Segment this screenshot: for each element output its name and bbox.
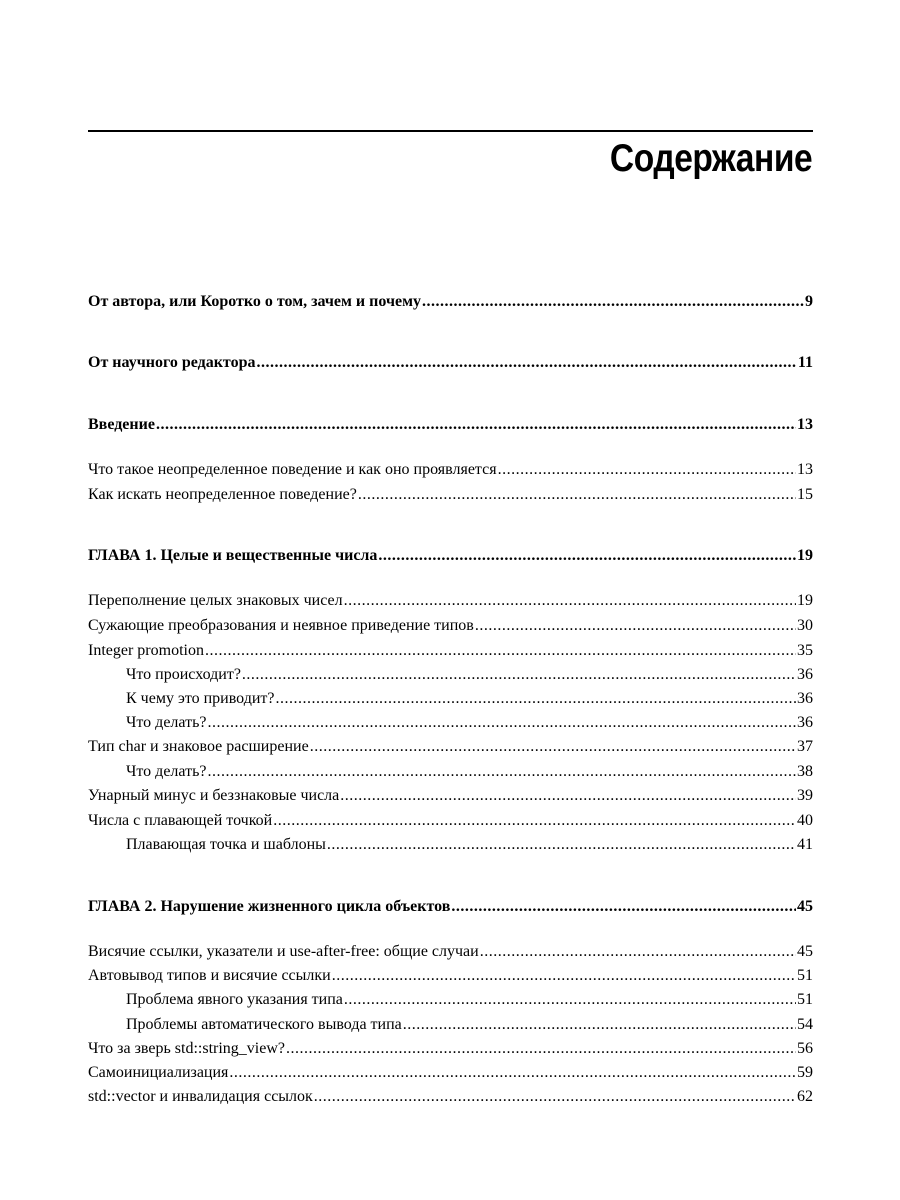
toc-leader-dots bbox=[344, 991, 796, 1009]
toc-leader-dots bbox=[156, 416, 796, 434]
toc-entry bbox=[88, 1088, 813, 1112]
heading-rule bbox=[88, 130, 813, 132]
toc-entry-page: 62 bbox=[797, 1088, 813, 1105]
toc-entry-title: Плавающая точка и шаблоны bbox=[126, 836, 326, 853]
toc-leader-dots bbox=[242, 666, 796, 684]
toc-leader-dots bbox=[256, 354, 796, 372]
toc-entry-page: 30 bbox=[797, 617, 813, 634]
toc-leader-dots bbox=[207, 763, 796, 781]
toc-entry bbox=[88, 1016, 813, 1040]
toc-entry-title: Что за зверь std::string_view? bbox=[88, 1040, 285, 1057]
toc-entry-page: 56 bbox=[797, 1040, 813, 1057]
toc-entry-title: std::vector и инвалидация ссылок bbox=[88, 1088, 313, 1105]
toc-leader-dots bbox=[340, 787, 796, 805]
toc-entry-page: 13 bbox=[797, 416, 813, 433]
toc-leader-dots bbox=[205, 642, 796, 660]
toc-leader-dots bbox=[403, 1016, 796, 1034]
toc-entry-title: Что такое неопределенное поведение и как оно проявляется bbox=[88, 461, 497, 478]
toc-entry bbox=[88, 690, 813, 714]
toc-entry bbox=[88, 293, 813, 317]
toc-entry bbox=[88, 943, 813, 967]
toc-entry-title: Тип char и знаковое расширение bbox=[88, 738, 309, 755]
toc-entry-page: 35 bbox=[797, 642, 813, 659]
toc-entry bbox=[88, 836, 813, 860]
toc-entry-title: Проблема явного указания типа bbox=[126, 991, 343, 1008]
toc-entry bbox=[88, 617, 813, 641]
toc-entry bbox=[88, 416, 813, 440]
toc-entry-title: Как искать неопределенное поведение? bbox=[88, 486, 357, 503]
toc-entry-page: 38 bbox=[797, 763, 813, 780]
toc-entry-page: 40 bbox=[797, 812, 813, 829]
page-title: Содержание bbox=[609, 137, 812, 180]
toc-entry bbox=[88, 898, 813, 922]
toc-entry-page: 45 bbox=[797, 898, 813, 915]
toc-entry bbox=[88, 547, 813, 571]
toc-leader-dots bbox=[273, 812, 796, 830]
toc-entry bbox=[88, 714, 813, 738]
toc-entry-page: 11 bbox=[797, 354, 813, 371]
toc-entry-page: 15 bbox=[797, 486, 813, 503]
toc-leader-dots bbox=[310, 738, 796, 756]
toc-entry bbox=[88, 738, 813, 762]
toc-entry-title: ГЛАВА 1. Целые и вещественные числа bbox=[88, 547, 378, 564]
toc-leader-dots bbox=[286, 1040, 796, 1058]
toc-leader-dots bbox=[422, 293, 804, 311]
toc-leader-dots bbox=[358, 486, 796, 504]
toc-entry bbox=[88, 991, 813, 1015]
toc-entry-page: 54 bbox=[797, 1016, 813, 1033]
toc-leader-dots bbox=[276, 690, 797, 708]
toc-entry-title: Проблемы автоматического вывода типа bbox=[126, 1016, 402, 1033]
toc-entry bbox=[88, 812, 813, 836]
toc-entry-title: Висячие ссылки, указатели и use-after-free: общие случаи bbox=[88, 943, 479, 960]
toc-entry bbox=[88, 1040, 813, 1064]
toc-entry bbox=[88, 642, 813, 666]
toc-entry-title: Что делать? bbox=[126, 714, 207, 731]
toc-entry-page: 51 bbox=[797, 967, 813, 984]
toc-entry-title: Унарный минус и беззнаковые числа bbox=[88, 787, 340, 804]
toc-entry bbox=[88, 763, 813, 787]
toc-entry-title: Самоинициализация bbox=[88, 1064, 229, 1081]
toc-leader-dots bbox=[378, 547, 796, 565]
toc-entry bbox=[88, 666, 813, 690]
toc-entry-page: 37 bbox=[797, 738, 813, 755]
toc-entry-page: 19 bbox=[797, 547, 813, 564]
toc-entry-title: Что делать? bbox=[126, 763, 207, 780]
toc-entry-page: 51 bbox=[797, 991, 813, 1008]
toc-leader-dots bbox=[207, 714, 796, 732]
toc-entry-title: От автора, или Коротко о том, зачем и почему bbox=[88, 293, 421, 310]
toc-entry-title: Сужающие преобразования и неявное приведение типов bbox=[88, 617, 474, 634]
toc-entry-page: 39 bbox=[797, 787, 813, 804]
toc-leader-dots bbox=[229, 1064, 796, 1082]
toc-entry-page: 19 bbox=[797, 592, 813, 609]
toc-leader-dots bbox=[327, 836, 796, 854]
toc-entry-title: Что происходит? bbox=[126, 666, 241, 683]
toc-entry-title: ГЛАВА 2. Нарушение жизненного цикла объектов bbox=[88, 898, 451, 915]
toc-entry-title: Числа с плавающей точкой bbox=[88, 812, 273, 829]
toc-entry-page: 36 bbox=[797, 690, 813, 707]
toc-entry bbox=[88, 787, 813, 811]
toc-entry-title: Автовывод типов и висячие ссылки bbox=[88, 967, 331, 984]
toc-entry bbox=[88, 592, 813, 616]
toc-leader-dots bbox=[498, 461, 796, 479]
toc-entry-title: Переполнение целых знаковых чисел bbox=[88, 592, 343, 609]
toc-entry-page: 9 bbox=[805, 293, 813, 310]
toc-entry-page: 36 bbox=[797, 666, 813, 683]
toc-entry-page: 41 bbox=[797, 836, 813, 853]
toc-entry bbox=[88, 354, 813, 378]
toc-leader-dots bbox=[475, 617, 796, 635]
toc-entry bbox=[88, 461, 813, 485]
toc-entry-page: 59 bbox=[797, 1064, 813, 1081]
toc-entry-title: Введение bbox=[88, 416, 155, 433]
toc-leader-dots bbox=[332, 967, 796, 985]
toc-entry-page: 45 bbox=[797, 943, 813, 960]
toc-leader-dots bbox=[344, 592, 796, 610]
toc-entry-page: 36 bbox=[797, 714, 813, 731]
toc-leader-dots bbox=[480, 943, 796, 961]
toc-entry-title: От научного редактора bbox=[88, 354, 256, 371]
toc-entry bbox=[88, 967, 813, 991]
toc-entry bbox=[88, 486, 813, 510]
toc-leader-dots bbox=[451, 898, 796, 916]
toc-entry-title: К чему это приводит? bbox=[126, 690, 275, 707]
toc-entry bbox=[88, 1064, 813, 1088]
toc-entry-page: 13 bbox=[797, 461, 813, 478]
toc-entry-title: Integer promotion bbox=[88, 642, 204, 659]
toc-leader-dots bbox=[314, 1088, 796, 1106]
